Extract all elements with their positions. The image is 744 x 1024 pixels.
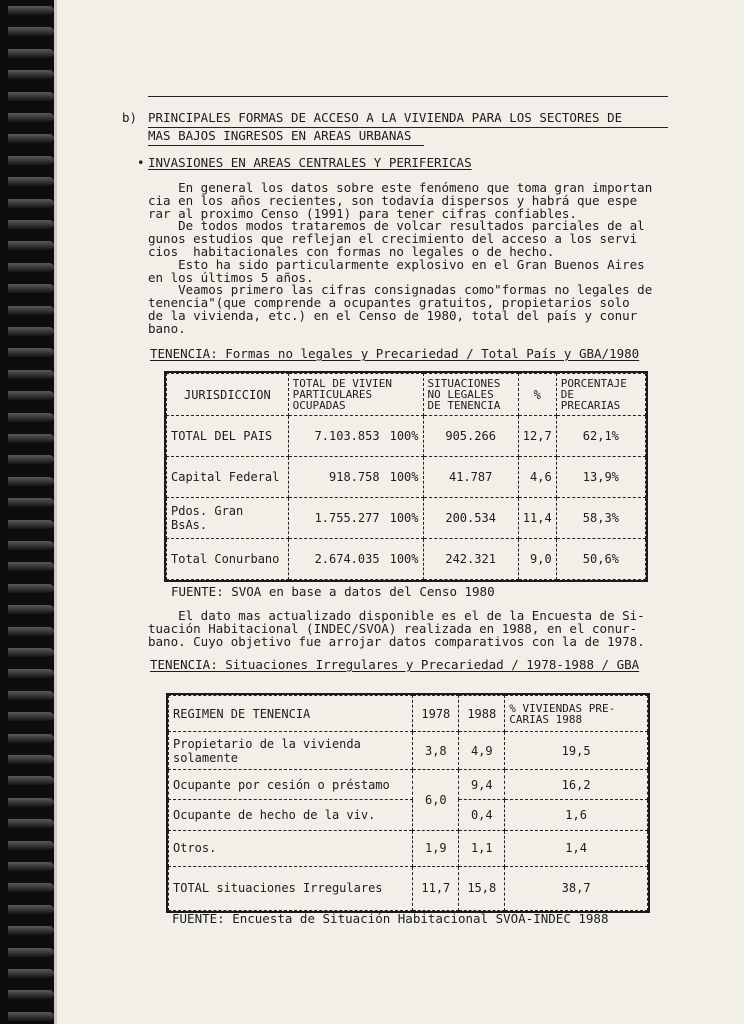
table2-source: FUENTE: Encuesta de Situación Habitacional SVOA-INDEC 1988 <box>172 911 609 926</box>
binding-ring <box>8 134 54 143</box>
table1 <box>166 373 646 580</box>
binding-ring <box>8 327 54 336</box>
binding-ring <box>8 648 54 657</box>
table-row <box>169 732 648 770</box>
table1-header-percent: % <box>518 374 556 416</box>
table1-header-precarias <box>556 374 645 416</box>
binding-ring <box>8 712 54 721</box>
header-line: DE TENENCIA <box>427 399 501 412</box>
table-row <box>167 539 646 580</box>
header-line: PRECARIAS <box>560 399 621 412</box>
total-percent: 100% <box>389 429 419 443</box>
binding-ring <box>8 883 54 892</box>
total-viviendas-cell <box>288 416 423 457</box>
header-line: SITUACIONES <box>427 377 501 390</box>
binding-ring <box>8 156 54 165</box>
regimen-line: TOTAL situaciones Irregulares <box>173 881 383 896</box>
y1978-cell: 3,8 <box>413 732 459 770</box>
regimen-line: Otros. <box>173 841 217 856</box>
table1-source: FUENTE: SVOA en base a datos del Censo 1980 <box>171 584 495 599</box>
text-line: tenencia"(que comprende a ocupantes gratuitos, propietarios solo <box>148 295 630 311</box>
page-edge <box>54 0 57 1024</box>
regimen-cell <box>169 732 413 770</box>
percent-cell: 4,6 <box>518 457 556 498</box>
binding-ring <box>8 926 54 935</box>
binding-ring <box>8 905 54 914</box>
binding-ring <box>8 819 54 828</box>
total-percent: 100% <box>389 470 419 484</box>
binding-ring <box>8 113 54 122</box>
situaciones-cell: 905.266 <box>423 416 518 457</box>
text-line: en los últimos 5 años. <box>148 269 314 285</box>
binding-ring <box>8 969 54 978</box>
text-line: de la vivienda, etc.) en el Censo de 1980, total del país y conur <box>148 307 638 323</box>
binding-ring <box>8 413 54 422</box>
regimen-cell <box>169 830 413 866</box>
binding-ring <box>8 562 54 571</box>
total-value: 2.674.035 <box>314 552 380 566</box>
binding-ring <box>8 841 54 850</box>
binding-ring <box>8 691 54 700</box>
binding-ring <box>8 199 54 208</box>
regimen-cell <box>169 770 413 800</box>
binding-ring <box>8 605 54 614</box>
text-line: Veamos primero las cifras consignadas como"formas no legales de <box>148 282 653 298</box>
percent-cell: 11,4 <box>518 498 556 539</box>
binding-ring <box>8 263 54 272</box>
precarias-cell: 58,3% <box>556 498 645 539</box>
table2-header-precarias <box>505 696 648 732</box>
header-line: NO LEGALES <box>427 388 494 401</box>
precarias-pct-cell: 1,4 <box>505 830 648 866</box>
text-line: bano. Cuyo objetivo fue arrojar datos comparativos con la de 1978. <box>148 633 645 649</box>
binding-ring <box>8 434 54 443</box>
situaciones-cell: 41.787 <box>423 457 518 498</box>
header-line: PARTICULARES <box>292 388 373 401</box>
text-line: En general los datos sobre este fenómeno que toma gran importan <box>148 180 653 195</box>
binding-ring <box>8 990 54 999</box>
total-value: 918.758 <box>329 470 380 484</box>
header-line: TOTAL DE VIVIEN <box>292 377 392 390</box>
subsection-title: INVASIONES EN AREAS CENTRALES Y PERIFERICAS <box>148 155 472 170</box>
regimen-line: Ocupante de hecho de la viv. <box>173 808 376 823</box>
text-line: De todos modos trataremos de volcar resultados parciales de al <box>148 218 645 234</box>
text-line: rar al proximo Censo (1991) para tener cifras confiables. <box>148 205 577 221</box>
section-title-line1: PRINCIPALES FORMAS DE ACCESO A LA VIVIENDA PARA LOS SECTORES DE <box>148 110 623 125</box>
binding-ring <box>8 498 54 507</box>
binding-ring <box>8 370 54 379</box>
paragraph-update <box>148 610 676 648</box>
binding-ring <box>8 948 54 957</box>
table1-caption: TENENCIA: Formas no legales y Precariedad / Total País y GBA/1980 <box>150 346 640 361</box>
jurisdiccion-cell: Pdos. Gran BsAs. <box>167 498 289 539</box>
binding-ring <box>8 755 54 764</box>
jurisdiccion-cell: TOTAL DEL PAIS <box>167 416 289 457</box>
binding-ring <box>8 798 54 807</box>
precarias-cell: 50,6% <box>556 539 645 580</box>
binding-ring <box>8 584 54 593</box>
header-line: PORCENTAJE <box>560 377 627 390</box>
subsection-bullet: • <box>137 155 145 170</box>
y1978-cell: 6,0 <box>413 770 459 830</box>
binding-ring <box>8 1012 54 1021</box>
y1988-cell: 0,4 <box>459 800 505 830</box>
header-line: CARIAS 1988 <box>509 712 583 726</box>
table-row <box>169 830 648 866</box>
paragraph-intro <box>148 182 676 336</box>
regimen-line: Ocupante por cesión o préstamo <box>173 777 390 792</box>
jurisdiccion-cell: Total Conurbano <box>167 539 289 580</box>
binding-ring <box>8 241 54 250</box>
precarias-pct-cell: 1,6 <box>505 800 648 830</box>
precarias-pct-cell: 19,5 <box>505 732 648 770</box>
total-value: 1.755.277 <box>314 511 380 525</box>
heading-rule-bottom <box>148 145 424 146</box>
total-percent: 100% <box>389 552 419 566</box>
text-line: bano. <box>148 320 186 336</box>
table2-caption: TENENCIA: Situaciones Irregulares y Precariedad / 1978-1988 / GBA <box>150 657 640 672</box>
binding-ring <box>8 306 54 315</box>
table1-header-jurisdiccion: JURISDICCION <box>167 374 289 416</box>
y1988-cell: 1,1 <box>459 830 505 866</box>
total-viviendas-cell <box>288 498 423 539</box>
binding-ring <box>8 284 54 293</box>
table-row <box>169 770 648 800</box>
table-row <box>167 416 646 457</box>
binding-ring <box>8 541 54 550</box>
table-row <box>167 498 646 539</box>
regimen-line: solamente <box>173 750 239 765</box>
total-viviendas-cell <box>288 539 423 580</box>
text-line: gunos estudios que reflejan el crecimiento del acceso a los servi <box>148 231 638 247</box>
table-row <box>169 866 648 910</box>
precarias-pct-cell: 16,2 <box>505 770 648 800</box>
section-marker: b) <box>122 110 138 125</box>
total-viviendas-cell <box>288 457 423 498</box>
binding-ring <box>8 477 54 486</box>
situaciones-cell: 242.321 <box>423 539 518 580</box>
binding-ring <box>8 520 54 529</box>
binding-ring <box>8 70 54 79</box>
total-percent: 100% <box>389 511 419 525</box>
text-line: cios habitacionales con formas no legales o de hecho. <box>148 243 555 259</box>
precarias-cell: 62,1% <box>556 416 645 457</box>
table2-header-regimen: REGIMEN DE TENENCIA <box>169 696 413 732</box>
regimen-cell <box>169 866 413 910</box>
binding-ring <box>8 27 54 36</box>
binding-ring <box>8 776 54 785</box>
text-line: tuación Habitacional (INDEC/SVOA) realizada en 1988, en el conur- <box>148 620 638 636</box>
binding-ring <box>8 734 54 743</box>
y1988-cell: 4,9 <box>459 732 505 770</box>
binding-ring <box>8 391 54 400</box>
header-line: % VIVIENDAS PRE- <box>509 701 616 715</box>
table2 <box>168 695 648 911</box>
precarias-pct-cell: 38,7 <box>505 866 648 910</box>
text-line: cia en los años recientes, son todavía dispersos y habrá que espe <box>148 192 638 208</box>
header-line: DE <box>560 388 574 401</box>
table-row <box>169 800 648 830</box>
binding-ring <box>8 220 54 229</box>
spiral-binding <box>0 0 54 1024</box>
percent-cell: 9,0 <box>518 539 556 580</box>
table2-header-1988: 1988 <box>459 696 505 732</box>
binding-ring <box>8 669 54 678</box>
y1988-cell: 9,4 <box>459 770 505 800</box>
table1-header-total <box>288 374 423 416</box>
binding-ring <box>8 6 54 15</box>
situaciones-cell: 200.534 <box>423 498 518 539</box>
regimen-cell <box>169 800 413 830</box>
text-line: El dato mas actualizado disponible es el de la Encuesta de Si- <box>148 608 645 623</box>
text-line: Esto ha sido particularmente explosivo en el Gran Buenos Aires <box>148 256 645 272</box>
binding-ring <box>8 92 54 101</box>
table1-header-situaciones <box>423 374 518 416</box>
binding-ring <box>8 49 54 58</box>
regimen-line: Propietario de la vivienda <box>173 736 361 751</box>
header-line: OCUPADAS <box>292 399 346 412</box>
section-title-line2: MAS BAJOS INGRESOS EN AREAS URBANAS <box>148 128 412 143</box>
table2-header-1978: 1978 <box>413 696 459 732</box>
percent-cell: 12,7 <box>518 416 556 457</box>
jurisdiccion-cell: Capital Federal <box>167 457 289 498</box>
binding-ring <box>8 348 54 357</box>
table-row <box>167 457 646 498</box>
heading-rule-top <box>148 96 668 97</box>
y1978-cell: 1,9 <box>413 830 459 866</box>
binding-ring <box>8 862 54 871</box>
total-value: 7.103.853 <box>314 429 380 443</box>
y1988-cell: 15,8 <box>459 866 505 910</box>
precarias-cell: 13,9% <box>556 457 645 498</box>
y1978-cell: 11,7 <box>413 866 459 910</box>
binding-ring <box>8 627 54 636</box>
binding-ring <box>8 177 54 186</box>
binding-ring <box>8 455 54 464</box>
